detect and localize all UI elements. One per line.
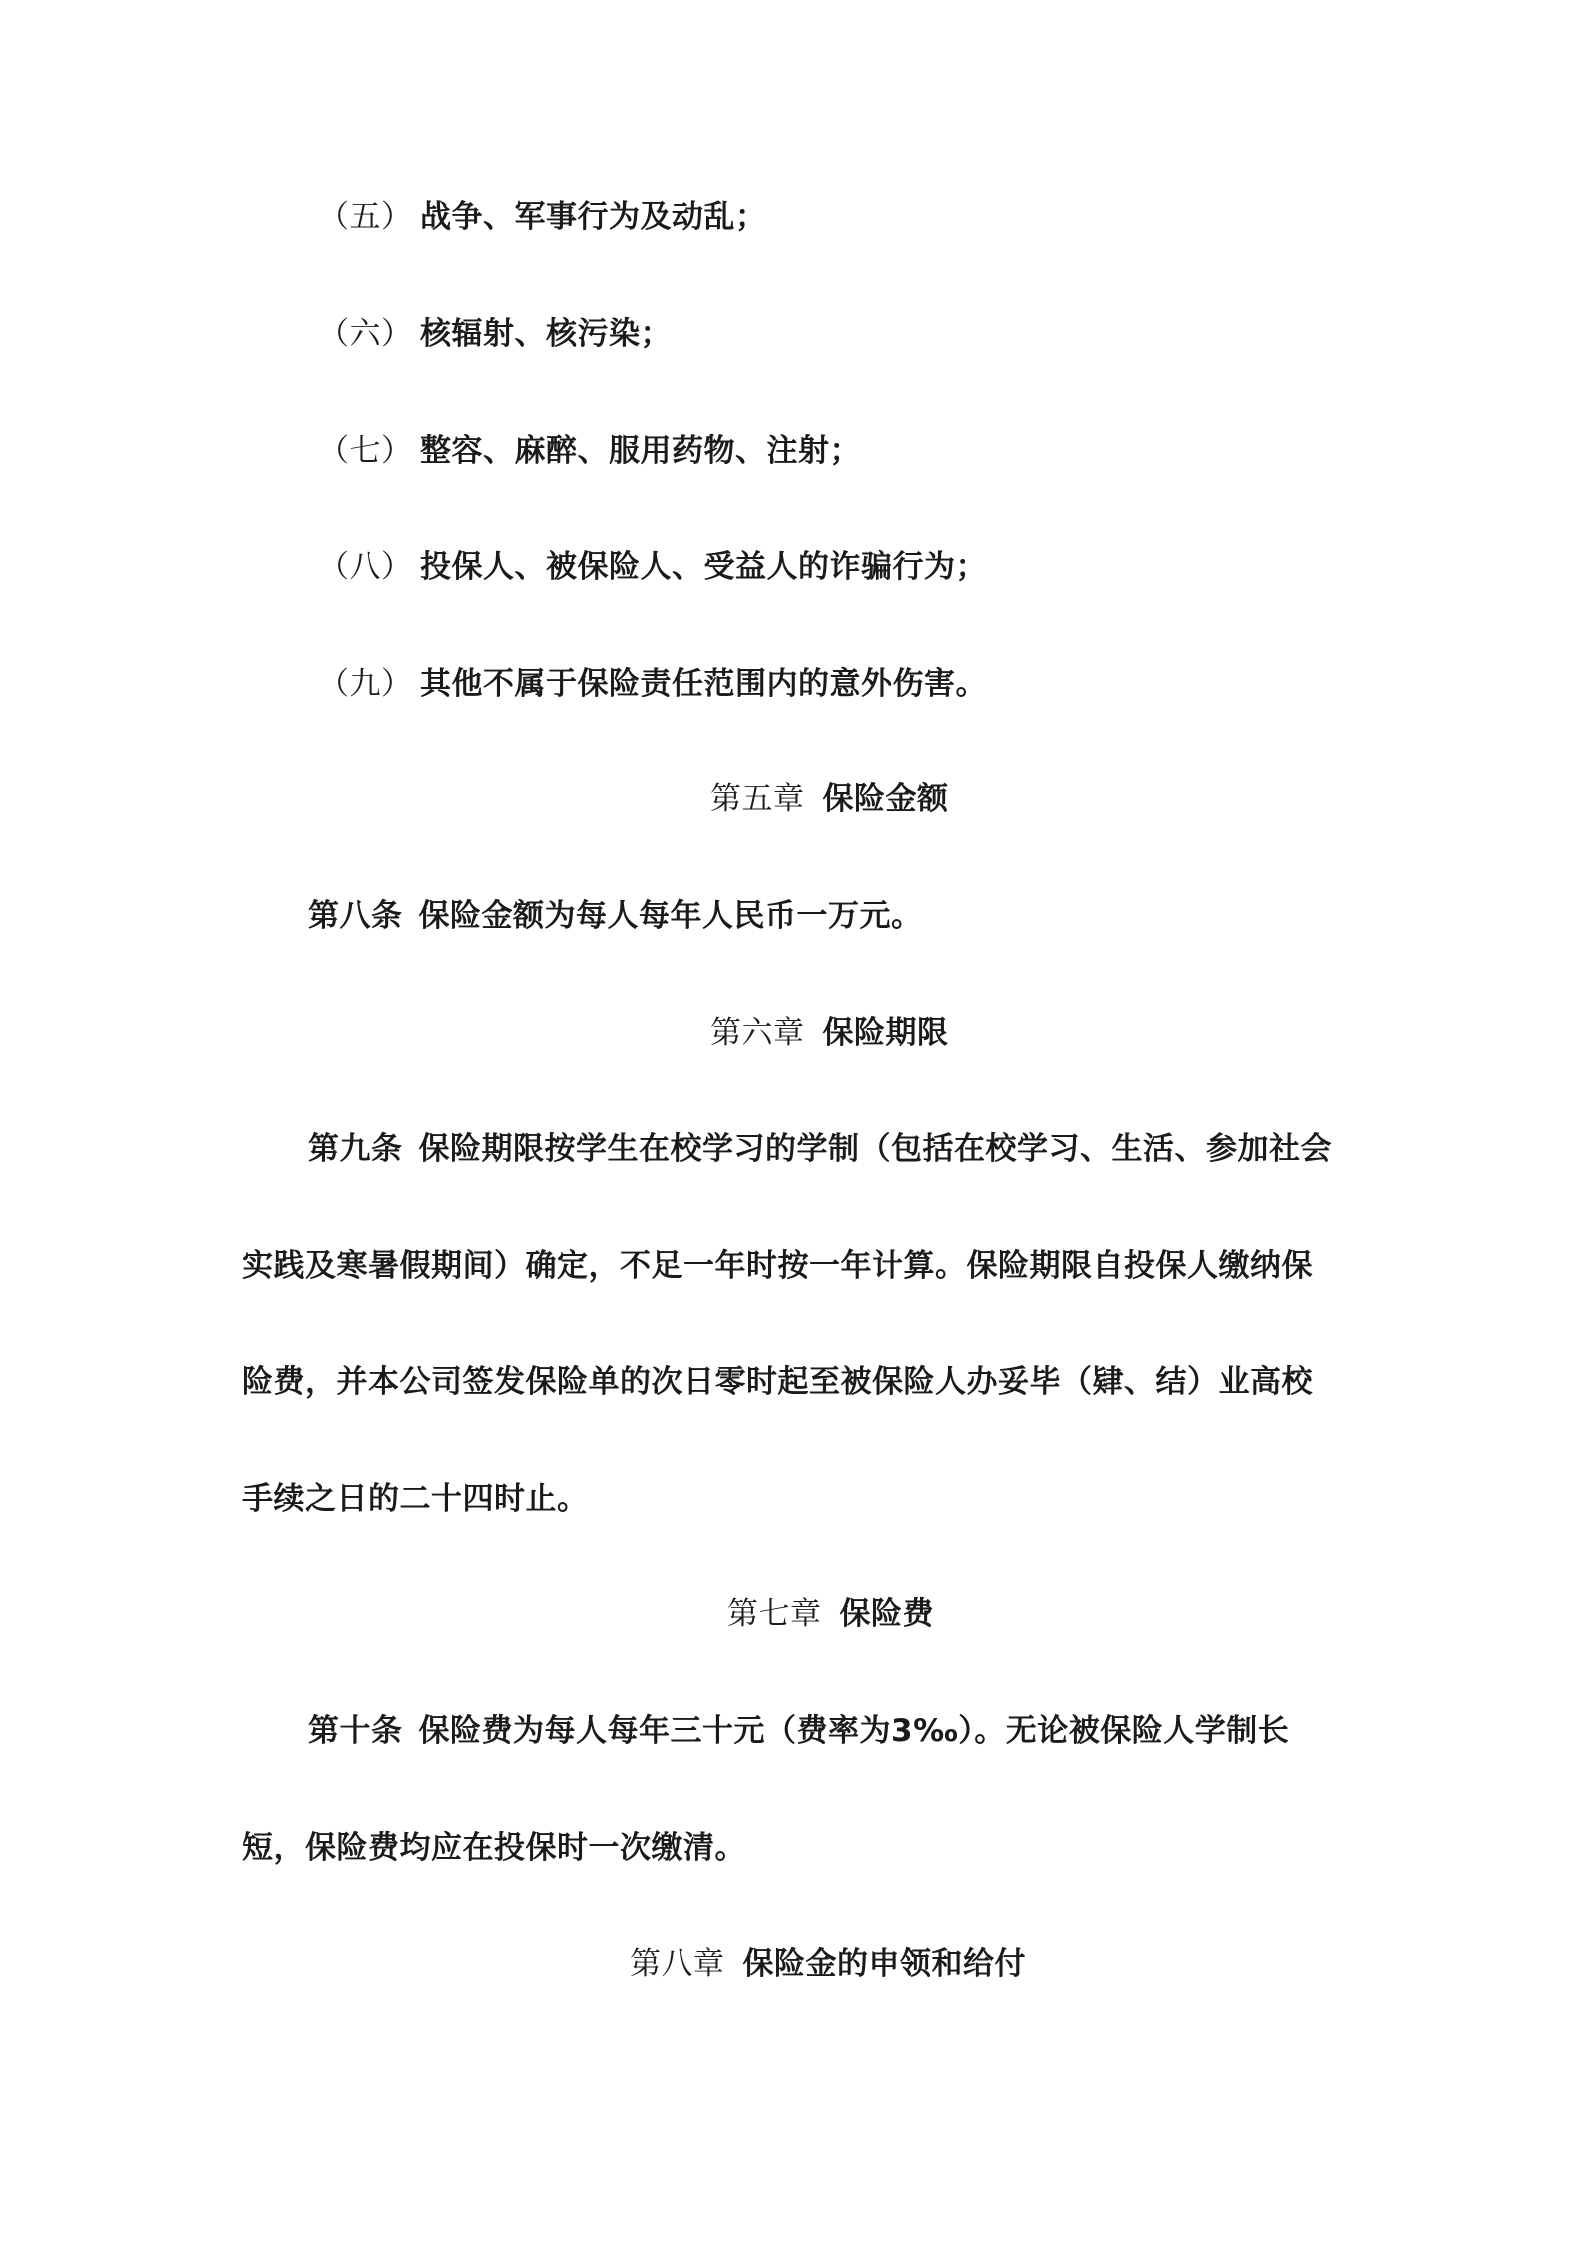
item-number: （九） — [318, 666, 413, 702]
chapter-heading — [630, 1944, 1026, 1984]
article-paragraph — [308, 1711, 1289, 1751]
item-number: （五） — [318, 199, 413, 235]
chapter-number: 第七章 — [727, 1596, 822, 1632]
list-item — [318, 197, 767, 237]
chapter-number: 第五章 — [710, 781, 805, 817]
list-item — [318, 314, 672, 354]
chapter-number: 第六章 — [710, 1015, 805, 1051]
list-item — [318, 431, 861, 471]
item-number: （八） — [318, 549, 413, 585]
article-continuation: 手续之日的二十四时止。 — [242, 1481, 589, 1517]
article-paragraph — [308, 1129, 1332, 1169]
item-text: 核辐射、核污染； — [420, 316, 672, 352]
article-continuation: 短，保险费均应在投保时一次缴清。 — [242, 1830, 746, 1866]
article-number: 第八条 — [308, 898, 403, 934]
item-text: 投保人、被保险人、受益人的诈骗行为； — [420, 549, 987, 585]
chapter-title: 保险金额 — [822, 781, 949, 817]
chapter-number: 第八章 — [630, 1946, 725, 1982]
chapter-title: 保险金的申领和给付 — [742, 1946, 1026, 1982]
article-number: 第九条 — [308, 1131, 403, 1167]
chapter-title: 保险费 — [839, 1596, 934, 1632]
chapter-heading — [727, 1594, 934, 1634]
article-paragraph — [308, 896, 923, 936]
list-item — [318, 664, 987, 704]
article-continuation: 实践及寒暑假期间）确定，不足一年时按一年计算。保险期限自投保人缴纳保 — [242, 1248, 1313, 1284]
article-text: 保险期限按学生在校学习的学制（包括在校学习、生活、参加社会 — [418, 1131, 1332, 1167]
article-text: 保险金额为每人每年人民币一万元。 — [418, 898, 923, 934]
article-continuation: 险费，并本公司签发保险单的次日零时起至被保险人办妥毕（肄、结）业高校 — [242, 1364, 1313, 1400]
item-text: 战争、军事行为及动乱； — [420, 199, 767, 235]
item-number: （六） — [318, 316, 413, 352]
item-number: （七） — [318, 433, 413, 469]
item-text: 整容、麻醉、服用药物、注射； — [420, 433, 861, 469]
article-number: 第十条 — [308, 1713, 403, 1749]
chapter-title: 保险期限 — [822, 1015, 949, 1051]
chapter-heading — [710, 779, 949, 819]
list-item — [318, 547, 987, 587]
article-text: 保险费为每人每年三十元（费率为3‰）。无论被保险人学制长 — [418, 1713, 1290, 1749]
item-text: 其他不属于保险责任范围内的意外伤害。 — [420, 666, 987, 702]
chapter-heading — [710, 1013, 949, 1053]
